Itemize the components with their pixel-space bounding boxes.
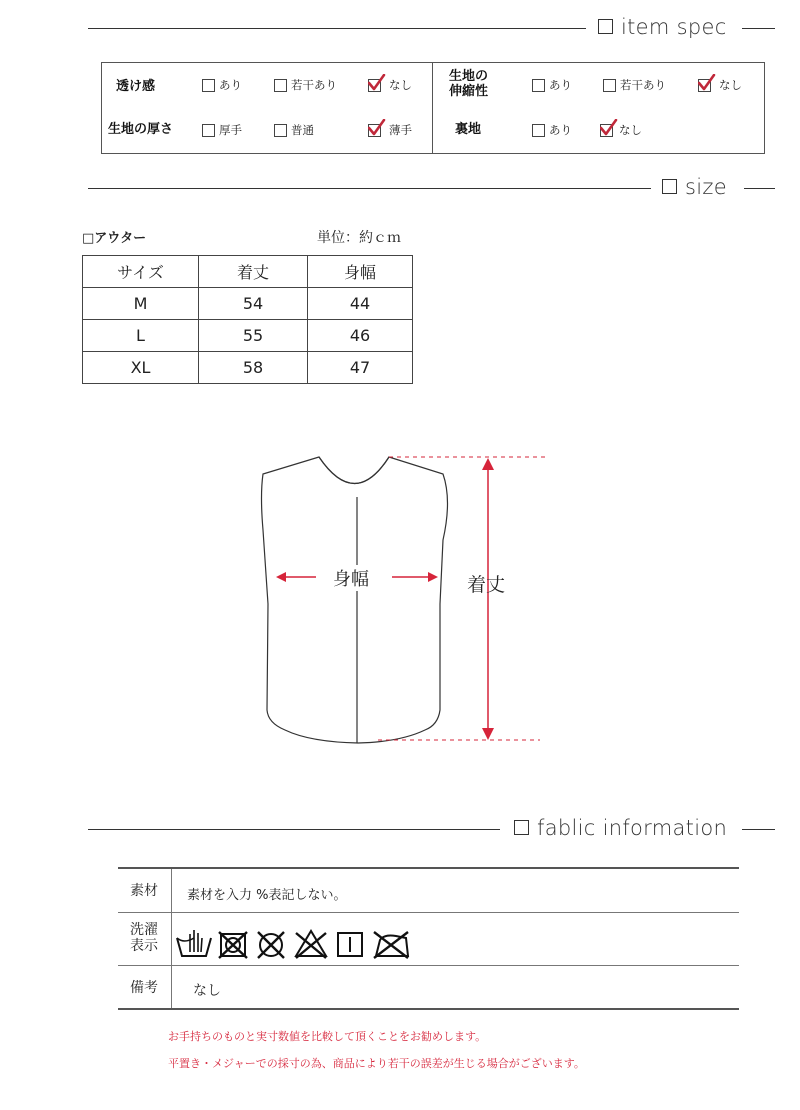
size-category: □アウター xyxy=(82,231,147,246)
item-spec-rule xyxy=(88,28,586,29)
table-cell: XL xyxy=(83,352,199,384)
checkbox-icon xyxy=(274,124,287,137)
fabric-row-divider xyxy=(118,965,739,966)
checkbox-icon xyxy=(532,124,545,137)
table-cell: 46 xyxy=(308,320,413,352)
fabric-row-divider xyxy=(118,912,739,913)
fabric-table-bottom xyxy=(118,1008,739,1010)
square-icon xyxy=(598,19,613,34)
square-icon xyxy=(514,820,529,835)
size-heading: size xyxy=(662,175,727,199)
spec-option: 若干あり xyxy=(274,77,337,93)
table-header: 着丈 xyxy=(199,256,308,288)
arrow-right-icon xyxy=(428,572,438,582)
fabric-rule xyxy=(88,829,500,830)
fabric-col-divider xyxy=(171,869,172,1008)
spec-option: あり xyxy=(532,77,572,93)
size-table xyxy=(82,255,413,384)
arrow-up-icon xyxy=(482,458,494,470)
spec-option-checked: なし xyxy=(600,122,642,138)
spec-label-transparency: 透け感 xyxy=(116,79,156,94)
spec-option: あり xyxy=(532,122,572,138)
spec-option-checked: 薄手 xyxy=(368,122,412,138)
line-dry-icon xyxy=(338,933,362,956)
table-header-row xyxy=(83,256,413,288)
table-cell: L xyxy=(83,320,199,352)
checked-checkbox-icon xyxy=(698,79,711,92)
table-cell: 44 xyxy=(308,288,413,320)
checkbox-icon xyxy=(274,79,287,92)
spec-option: 若干あり xyxy=(603,77,666,93)
square-icon xyxy=(662,179,677,194)
table-row xyxy=(83,352,413,384)
fabric-table-top xyxy=(118,867,739,869)
fabric-rule-right xyxy=(742,829,775,830)
checked-checkbox-icon xyxy=(368,124,381,137)
remarks-label: 備考 xyxy=(130,980,158,996)
size-rule-right xyxy=(744,188,775,189)
note-compare: お手持ちのものと実寸数値を比較して頂くことをお勧めします。 xyxy=(168,1030,487,1043)
spec-option: 普通 xyxy=(274,122,314,138)
material-label: 素材 xyxy=(130,883,158,899)
checked-checkbox-icon xyxy=(368,79,381,92)
material-value: 素材を入力 %表記しない。 xyxy=(187,888,347,903)
arrow-left-icon xyxy=(276,572,286,582)
checkbox-icon xyxy=(532,79,545,92)
spec-option: 厚手 xyxy=(202,122,242,138)
wash-symbols xyxy=(174,924,414,960)
table-cell: 47 xyxy=(308,352,413,384)
checkbox-icon xyxy=(202,124,215,137)
remarks-value: なし xyxy=(193,983,221,999)
note-measurement: 平置き・メジャーでの採寸の為、商品により若干の誤差が生じる場合がございます。 xyxy=(168,1057,585,1070)
table-row xyxy=(83,320,413,352)
neckline xyxy=(319,457,389,484)
size-unit: 単位：約ｃｍ xyxy=(317,230,401,246)
fabric-heading: fablic information xyxy=(514,816,727,840)
spec-label-stretch: 生地の 伸縮性 xyxy=(449,69,489,99)
item-spec-rule-right xyxy=(742,28,775,29)
checked-checkbox-icon xyxy=(600,124,613,137)
item-spec-table xyxy=(101,62,765,154)
table-cell: M xyxy=(83,288,199,320)
table-cell: 55 xyxy=(199,320,308,352)
length-label: 着丈 xyxy=(467,574,506,596)
spec-label-thickness: 生地の厚さ xyxy=(108,122,174,137)
spec-option-checked: なし xyxy=(698,77,742,93)
wash-label: 洗濯 表示 xyxy=(130,922,158,954)
table-cell: 58 xyxy=(199,352,308,384)
table-row xyxy=(83,288,413,320)
hand-wash-icon xyxy=(177,930,211,956)
no-chlorine-icon xyxy=(296,931,326,958)
no-iron-icon xyxy=(374,932,408,958)
no-tumble-dry-icon xyxy=(258,932,284,958)
table-header: サイズ xyxy=(83,256,199,288)
item-spec-heading: item spec xyxy=(598,15,727,39)
spec-option: あり xyxy=(202,77,242,93)
width-label: 身幅 xyxy=(331,565,371,591)
size-rule xyxy=(88,188,651,189)
spec-option-checked: なし xyxy=(368,77,412,93)
vest-outline xyxy=(262,457,448,743)
checkbox-icon xyxy=(202,79,215,92)
garment-diagram xyxy=(0,440,800,760)
table-header: 身幅 xyxy=(308,256,413,288)
spec-divider xyxy=(432,63,433,153)
table-cell: 54 xyxy=(199,288,308,320)
checkbox-icon xyxy=(603,79,616,92)
spec-label-lining: 裏地 xyxy=(455,122,482,137)
no-bleach-icon xyxy=(219,932,247,958)
arrow-down-icon xyxy=(482,728,494,740)
